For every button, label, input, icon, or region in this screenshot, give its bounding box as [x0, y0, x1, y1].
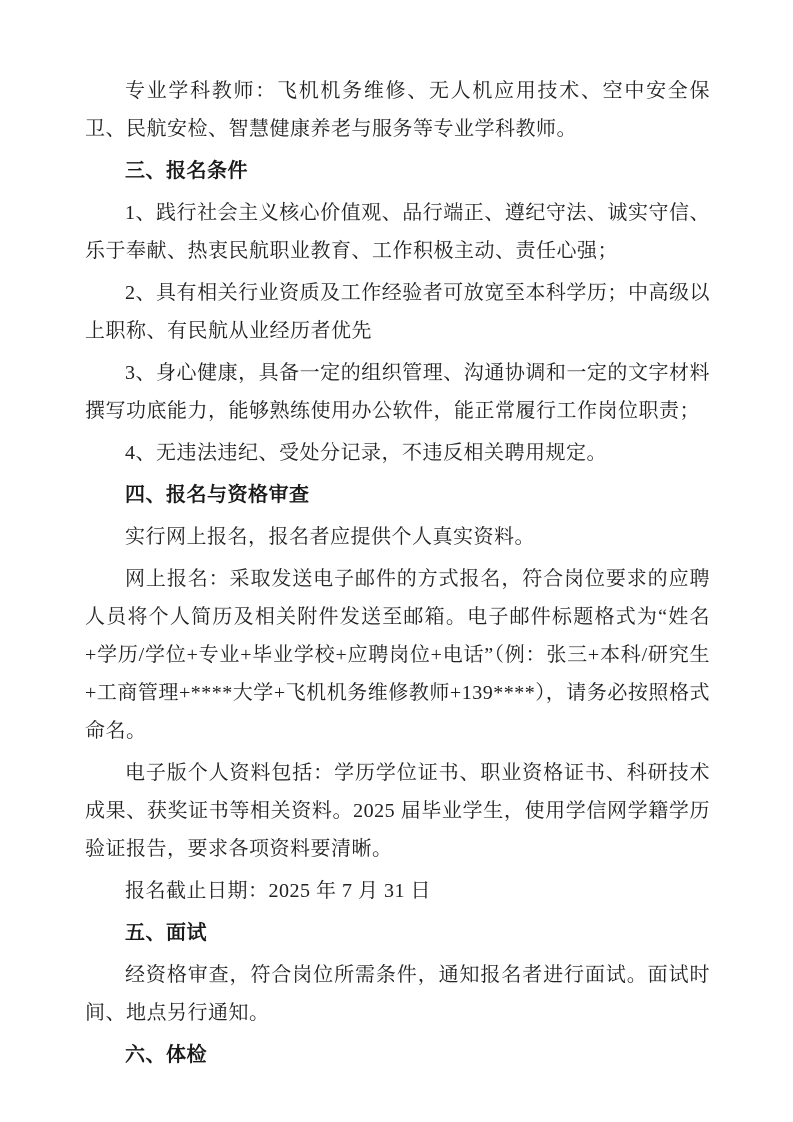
- para-condition-1: 1、践行社会主义核心价值观、品行端正、遵纪守法、诚实守信、乐于奉献、热衷民航职业教育、工作积极主动、责任心强；: [85, 202, 710, 262]
- para-online-registration-intro: 实行网上报名，报名者应提供个人真实资料。: [125, 526, 535, 548]
- para-electronic-materials: 电子版个人资料包括：学历学位证书、职业资格证书、科研技术成果、获奖证书等相关资料。2025 届毕业学生，使用学信网学籍学历验证报告，要求各项资料要清晰。: [85, 762, 710, 860]
- para-condition-3: 3、身心健康，具备一定的组织管理、沟通协调和一定的文字材料撰写功底能力，能够熟练使用办公软件，能正常履行工作岗位职责；: [85, 362, 710, 422]
- heading-physical-exam: 六、体检: [125, 1044, 207, 1066]
- heading-registration-review: 四、报名与资格审查: [125, 484, 310, 506]
- heading-interview: 五、面试: [125, 922, 207, 944]
- para-registration-deadline: 报名截止日期：2025 年 7 月 31 日: [125, 880, 431, 902]
- para-condition-2: 2、具有相关行业资质及工作经验者可放宽至本科学历；中高级以上职称、有民航从业经历者优先: [85, 282, 710, 342]
- para-subject-teachers: 专业学科教师：飞机机务维修、无人机应用技术、空中安全保卫、民航安检、智慧健康养老与服务等专业学科教师。: [85, 80, 710, 140]
- para-interview-notice: 经资格审查，符合岗位所需条件，通知报名者进行面试。面试时间、地点另行通知。: [85, 964, 710, 1024]
- heading-application-conditions: 三、报名条件: [125, 160, 248, 182]
- para-condition-4: 4、无违法违纪、受处分记录，不违反相关聘用规定。: [125, 442, 607, 464]
- para-email-application-format: 网上报名：采取发送电子邮件的方式报名，符合岗位要求的应聘人员将个人简历及相关附件发送至邮箱。电子邮件标题格式为“姓名+学历/学位+专业+毕业学校+应聘岗位+电话”（例：张三+本科/研究生+工商管理+****大学+飞机机务维修教师+139****），请务必按照格式命名。: [85, 568, 710, 742]
